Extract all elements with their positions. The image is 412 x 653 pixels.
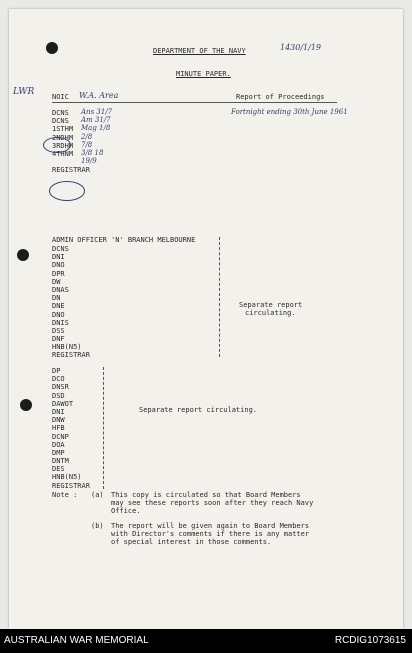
- note-b-line: The report will be given again to Board Members: [111, 522, 310, 530]
- list2-item: DPR: [52, 269, 65, 278]
- list2-item: DNO: [52, 310, 65, 319]
- note-a-text: [111, 491, 313, 516]
- footer-source: AUSTRALIAN WAR MEMORIAL: [4, 635, 149, 646]
- list3-item: REGISTRAR: [52, 481, 90, 490]
- list1-item: REGISTRAR: [52, 166, 90, 175]
- list2-item: HNB(N5): [52, 343, 82, 352]
- list3-item: DMP: [52, 448, 65, 457]
- noic-label: NOIC: [52, 93, 69, 101]
- list1-initial: 3/8 18: [81, 149, 104, 158]
- list2-item: DNI: [52, 253, 65, 262]
- list2-item: DNE: [52, 302, 65, 311]
- ink-scribble: [43, 137, 71, 153]
- list3-item: HNB(N5): [52, 473, 82, 482]
- list2-item: DNIS: [52, 318, 69, 327]
- list1-item: 1STHM: [52, 125, 74, 134]
- list3-bracket: [103, 367, 104, 489]
- list1-initial: 19/9: [81, 157, 97, 166]
- list3-item: DES: [52, 465, 65, 474]
- list3-item: DOA: [52, 440, 65, 449]
- list2-item: DW: [52, 277, 61, 286]
- separate-report-note: Separate report circulating.: [139, 406, 258, 414]
- list1-initials: [81, 108, 112, 165]
- list1-item: DCNS: [52, 117, 69, 126]
- list1-initial: Mag 1/8: [81, 124, 111, 133]
- separate-report-note-line1: Separate report: [239, 301, 303, 309]
- note-b-line: with Director's comments if there is any matter: [111, 530, 310, 539]
- document-page: [9, 9, 403, 629]
- list2-item: DCNS: [52, 245, 69, 253]
- report-label: Report of Proceedings: [236, 93, 325, 101]
- separate-report-note-line2: circulating.: [245, 309, 296, 317]
- list3-item: DCO: [52, 375, 65, 384]
- list3-item: DCNP: [52, 432, 69, 441]
- punch-hole-middle: [17, 249, 29, 261]
- list2-item: DNO: [52, 261, 65, 270]
- list3-item: DAWOT: [52, 399, 74, 408]
- list1-item: 2NDHM: [52, 133, 74, 142]
- note-a-line: This copy is circulated so that Board Members: [111, 491, 301, 499]
- list1-initial: 7/8: [81, 140, 93, 149]
- note-a-line: Office.: [111, 507, 141, 516]
- list3-item: DNI: [52, 407, 65, 416]
- note-b-line: of special interest in those comments.: [111, 538, 272, 547]
- list1-item: 4THNM: [52, 149, 74, 158]
- list2-item: REGISTRAR: [52, 351, 90, 360]
- list2-item: DNAS: [52, 285, 69, 294]
- list1-item: DCNS: [52, 109, 69, 117]
- list3: [52, 367, 90, 490]
- ink-scribble: [49, 181, 85, 201]
- corner-initials: LWR: [13, 87, 35, 97]
- list1-initial: Am 31/7: [81, 116, 111, 125]
- note-b-text: [111, 522, 309, 547]
- list3-item: DSD: [52, 391, 65, 400]
- list2-item: DN: [52, 294, 61, 303]
- header-rule: [52, 102, 337, 103]
- report-handwritten: Fortnight ending 30th June 1961: [231, 108, 348, 116]
- noic-handwritten: W.A. Area: [79, 91, 119, 100]
- list2-item: DNF: [52, 335, 65, 344]
- archive-footer: [0, 629, 412, 653]
- list2-item: DSS: [52, 326, 65, 335]
- minute-paper-title: MINUTE PAPER.: [176, 70, 231, 78]
- list3-item: DP: [52, 367, 61, 375]
- list3-item: DNW: [52, 416, 65, 425]
- list1-initial: 2/8: [81, 132, 93, 141]
- list3-item: DNSR: [52, 383, 69, 392]
- reference-number: 1430/1/19: [280, 43, 322, 52]
- list1-initial: Ans 31/7: [81, 108, 113, 116]
- note-a-line: may see these reports soon after they reach Navy: [111, 499, 314, 508]
- department-title: DEPARTMENT OF THE NAVY: [153, 47, 246, 55]
- note-a-marker: (a): [91, 491, 104, 499]
- note-label: Note :: [52, 491, 78, 499]
- admin-officer-line: ADMIN OFFICER 'N' BRANCH MELBOURNE: [52, 236, 196, 244]
- list3-item: HFB: [52, 424, 65, 433]
- list3-item: DNTM: [52, 457, 69, 466]
- list2: [52, 245, 90, 360]
- note-b-marker: (b): [91, 522, 104, 530]
- punch-hole-bottom: [20, 399, 32, 411]
- list1-item: 3RDHM: [52, 141, 74, 150]
- footer-id: RCDIG1073615: [334, 635, 406, 646]
- list2-bracket: [219, 237, 220, 357]
- punch-hole-top: [46, 42, 58, 54]
